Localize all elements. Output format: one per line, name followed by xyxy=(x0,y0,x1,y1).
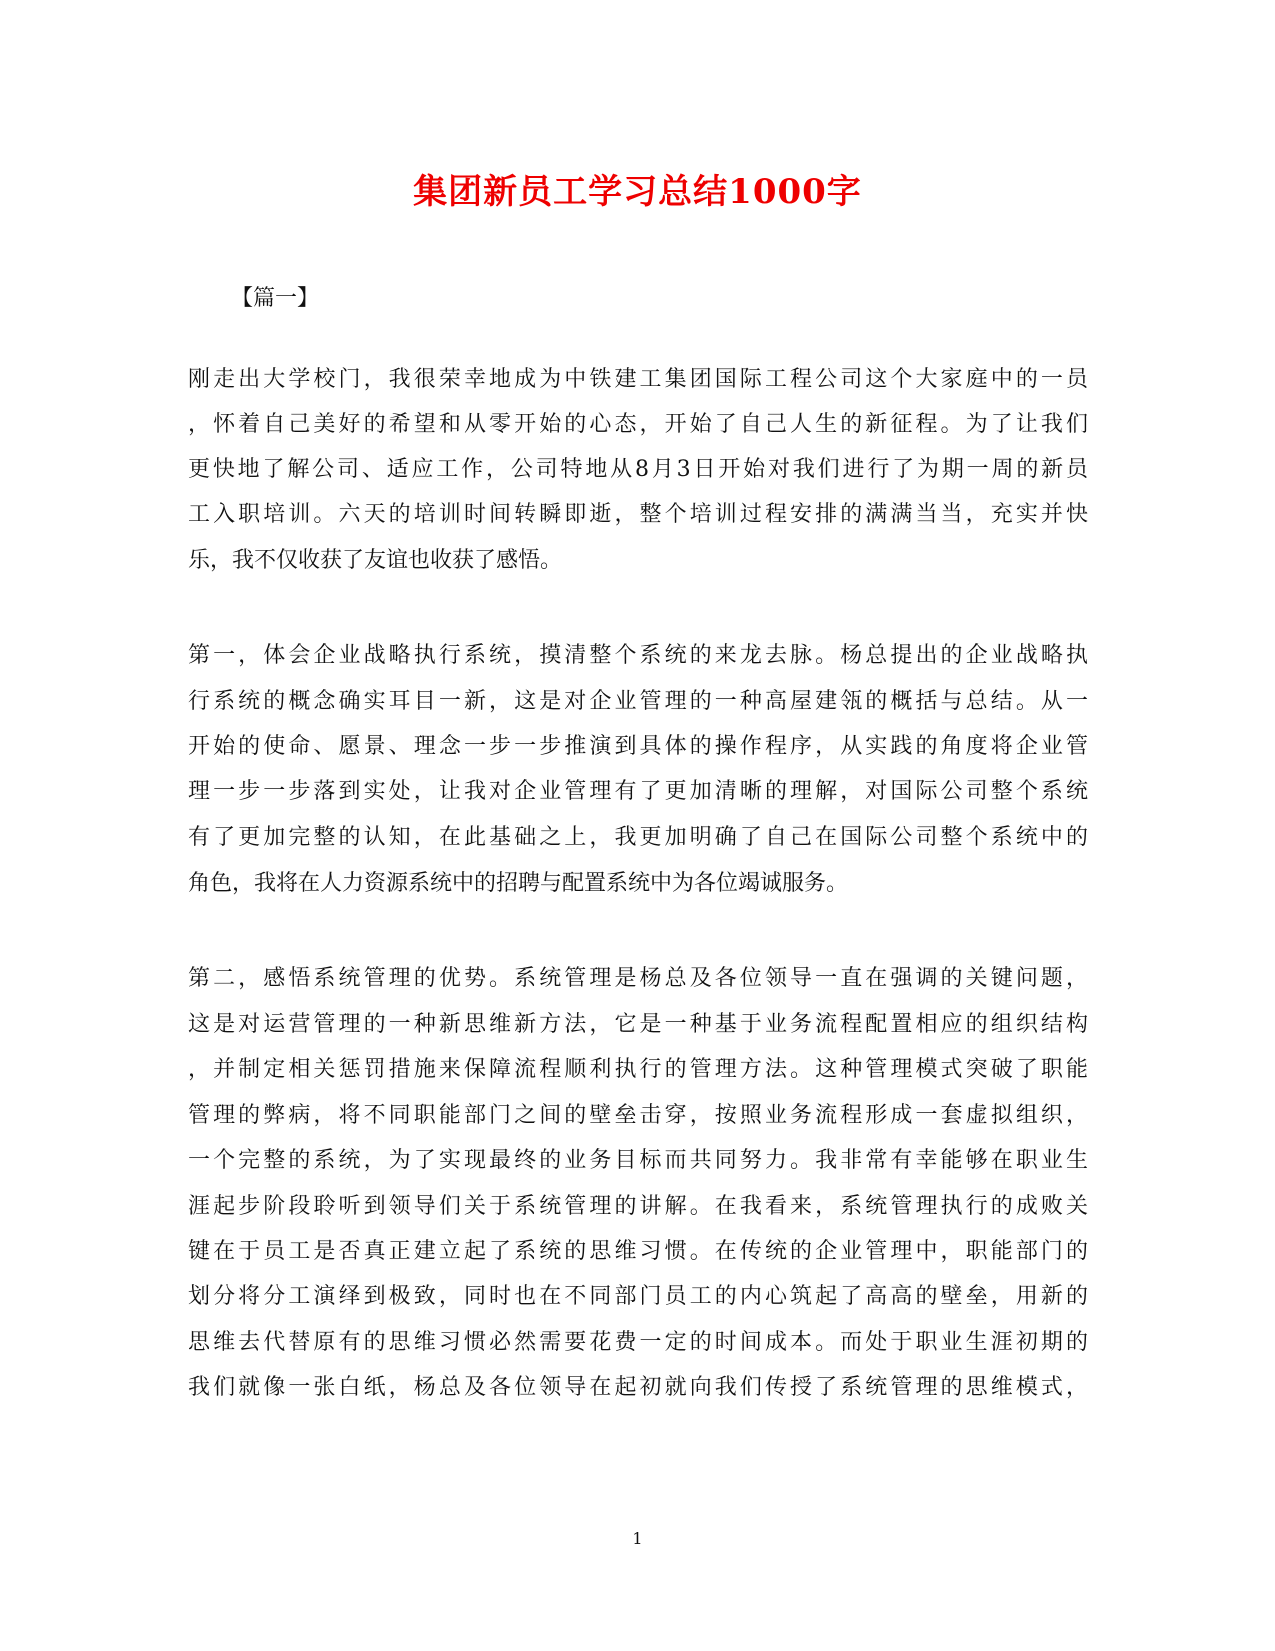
section-label: 【篇一】 xyxy=(231,286,320,311)
paragraph-3-line-1: 第二，感悟系统管理的优势。系统管理是杨总及各位领导一直在强调的关键问题， xyxy=(188,966,1088,991)
paragraph-2-line-5: 有了更加完整的认知，在此基础之上，我更加明确了自己在国际公司整个系统中的 xyxy=(188,825,1088,850)
paragraph-3-line-6: 涯起步阶段聆听到领导们关于系统管理的讲解。在我看来，系统管理执行的成败关 xyxy=(188,1194,1088,1219)
paragraph-1-line-5: 乐，我不仅收获了友谊也收获了感悟。 xyxy=(188,548,563,573)
paragraph-2-line-6: 角色，我将在人力资源系统中的招聘与配置系统中为各位竭诚服务。 xyxy=(188,871,849,896)
document-title: 集团新员工学习总结1000字 xyxy=(413,172,862,212)
paragraph-3-line-5: 一个完整的系统，为了实现最终的业务目标而共同努力。我非常有幸能够在职业生 xyxy=(188,1148,1088,1173)
paragraph-2-line-3: 开始的使命、愿景、理念一步一步推演到具体的操作程序，从实践的角度将企业管 xyxy=(188,734,1088,759)
paragraph-2-line-2: 行系统的概念确实耳目一新，这是对企业管理的一种高屋建瓴的概括与总结。从一 xyxy=(188,689,1088,714)
paragraph-3-line-3: ，并制定相关惩罚措施来保障流程顺利执行的管理方法。这种管理模式突破了职能 xyxy=(188,1057,1088,1082)
paragraph-2-line-1: 第一，体会企业战略执行系统，摸清整个系统的来龙去脉。杨总提出的企业战略执 xyxy=(188,643,1088,668)
page-number: 1 xyxy=(632,1529,643,1548)
paragraph-3-line-9: 思维去代替原有的思维习惯必然需要花费一定的时间成本。而处于职业生涯初期的 xyxy=(188,1330,1088,1355)
paragraph-3-line-4: 管理的弊病，将不同职能部门之间的壁垒击穿，按照业务流程形成一套虚拟组织， xyxy=(188,1103,1088,1128)
paragraph-3-line-2: 这是对运营管理的一种新思维新方法，它是一种基于业务流程配置相应的组织结构 xyxy=(188,1012,1088,1037)
paragraph-3-line-8: 划分将分工演绎到极致，同时也在不同部门员工的内心筑起了高高的壁垒，用新的 xyxy=(188,1284,1088,1309)
paragraph-1-line-4: 工入职培训。六天的培训时间转瞬即逝，整个培训过程安排的满满当当，充实并快 xyxy=(188,502,1088,527)
paragraph-3-line-7: 键在于员工是否真正建立起了系统的思维习惯。在传统的企业管理中，职能部门的 xyxy=(188,1239,1088,1264)
paragraph-1-line-2: ，怀着自己美好的希望和从零开始的心态，开始了自己人生的新征程。为了让我们 xyxy=(188,412,1088,437)
paragraph-2-line-4: 理一步一步落到实处，让我对企业管理有了更加清晰的理解，对国际公司整个系统 xyxy=(188,779,1088,804)
paragraph-1-line-3: 更快地了解公司、适应工作，公司特地从8月3日开始对我们进行了为期一周的新员 xyxy=(188,457,1088,482)
paragraph-1-line-1: 刚走出大学校门，我很荣幸地成为中铁建工集团国际工程公司这个大家庭中的一员 xyxy=(188,367,1088,392)
paragraph-3-line-10: 我们就像一张白纸，杨总及各位领导在起初就向我们传授了系统管理的思维模式， xyxy=(188,1375,1088,1400)
